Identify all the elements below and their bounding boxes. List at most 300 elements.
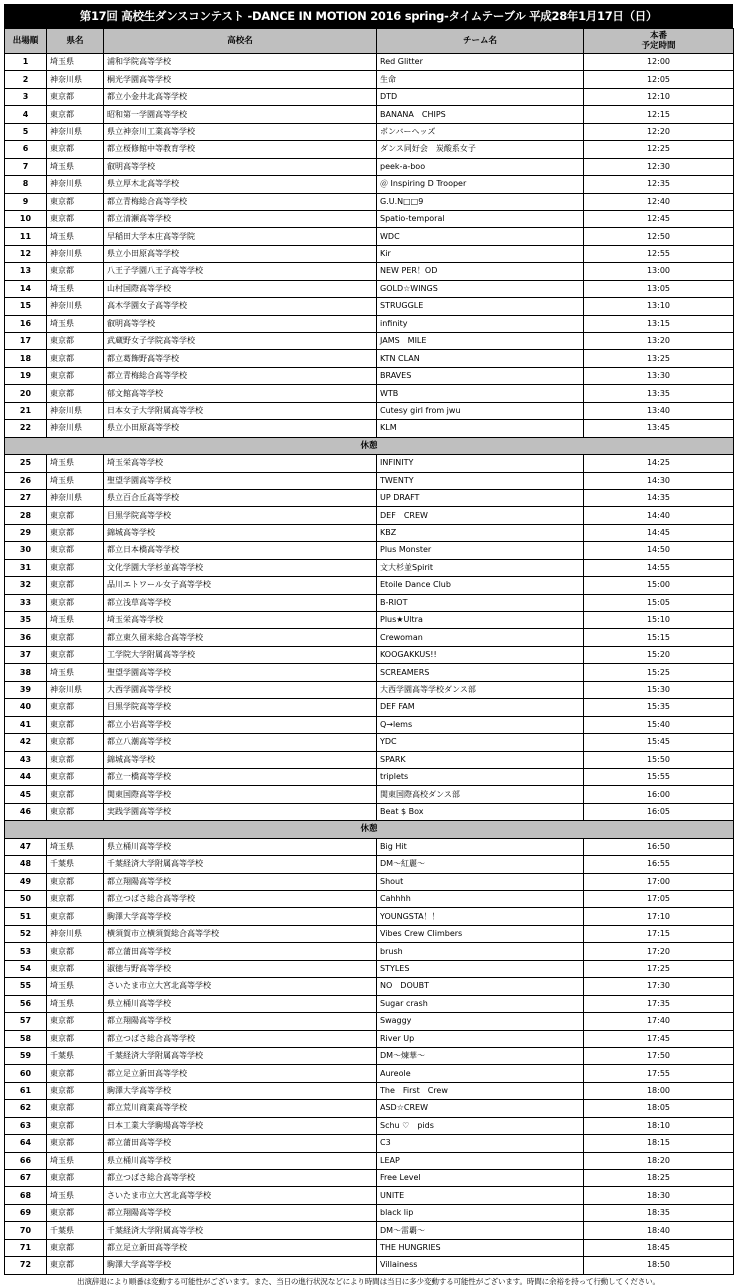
team-cell: triplets xyxy=(377,768,584,785)
table-row xyxy=(5,1135,734,1152)
table-row xyxy=(5,1152,734,1169)
table-row xyxy=(5,298,734,315)
school-cell: 実践学園高等学校 xyxy=(104,803,377,820)
team-cell: ダンス同好会 炭酸系女子 xyxy=(377,141,584,158)
time-cell: 14:35 xyxy=(584,489,734,506)
order-cell: 46 xyxy=(5,803,47,820)
table-row xyxy=(5,768,734,785)
table-row xyxy=(5,245,734,262)
order-cell: 26 xyxy=(5,472,47,489)
school-cell: 目黒学院高等学校 xyxy=(104,507,377,524)
prefecture-cell: 東京都 xyxy=(47,507,104,524)
table-row xyxy=(5,681,734,698)
team-cell: Swaggy xyxy=(377,1013,584,1030)
order-cell: 54 xyxy=(5,960,47,977)
order-cell: 28 xyxy=(5,507,47,524)
order-cell: 14 xyxy=(5,280,47,297)
prefecture-cell: 東京都 xyxy=(47,263,104,280)
time-cell: 13:40 xyxy=(584,402,734,419)
prefecture-cell: 東京都 xyxy=(47,1100,104,1117)
order-cell: 18 xyxy=(5,350,47,367)
school-cell: 都立つばさ総合高等学校 xyxy=(104,1170,377,1187)
school-cell: 都立足立新田高等学校 xyxy=(104,1065,377,1082)
time-cell: 15:50 xyxy=(584,751,734,768)
team-cell: YOUNGSTA！！ xyxy=(377,908,584,925)
footer-note: 出演辞退により順番は変動する可能性がございます。また、当日の進行状況などにより時間は当日に多少変動する可能性がございます。時間に余裕を持って行動してください。 xyxy=(77,1276,660,1286)
prefecture-cell: 東京都 xyxy=(47,1082,104,1099)
time-cell: 18:25 xyxy=(584,1170,734,1187)
prefecture-cell: 東京都 xyxy=(47,803,104,820)
order-cell: 47 xyxy=(5,838,47,855)
table-row xyxy=(5,873,734,890)
table-row xyxy=(5,141,734,158)
time-cell: 13:35 xyxy=(584,385,734,402)
school-cell: 都立荒川商業高等学校 xyxy=(104,1100,377,1117)
prefecture-cell: 東京都 xyxy=(47,699,104,716)
page-title: 第17回 高校生ダンスコンテスト -DANCE IN MOTION 2016 spring-タイムテーブル 平成28年1月17日（日） xyxy=(4,4,733,28)
school-cell: 郁文館高等学校 xyxy=(104,385,377,402)
time-cell: 17:45 xyxy=(584,1030,734,1047)
header-time xyxy=(584,29,734,54)
table-row xyxy=(5,629,734,646)
prefecture-cell: 東京都 xyxy=(47,629,104,646)
prefecture-cell: 神奈川県 xyxy=(47,245,104,262)
order-cell: 16 xyxy=(5,315,47,332)
break-row xyxy=(5,821,734,838)
prefecture-cell: 東京都 xyxy=(47,333,104,350)
order-cell: 61 xyxy=(5,1082,47,1099)
order-cell: 3 xyxy=(5,88,47,105)
time-cell: 18:35 xyxy=(584,1204,734,1221)
team-cell: SPARK xyxy=(377,751,584,768)
table-row xyxy=(5,978,734,995)
school-cell: 駒澤大学高等学校 xyxy=(104,1257,377,1274)
order-cell: 66 xyxy=(5,1152,47,1169)
table-row xyxy=(5,1222,734,1239)
prefecture-cell: 神奈川県 xyxy=(47,176,104,193)
table-row xyxy=(5,402,734,419)
timetable-body xyxy=(5,54,734,1275)
prefecture-cell: 千葉県 xyxy=(47,1047,104,1064)
school-cell: 駒澤大学高等学校 xyxy=(104,1082,377,1099)
prefecture-cell: 東京都 xyxy=(47,1135,104,1152)
table-row xyxy=(5,1170,734,1187)
table-row xyxy=(5,960,734,977)
school-cell: 都立青梅総合高等学校 xyxy=(104,367,377,384)
prefecture-cell: 東京都 xyxy=(47,1257,104,1274)
header-prefecture: 県名 xyxy=(47,29,104,54)
time-cell: 15:40 xyxy=(584,716,734,733)
school-cell: 都立一橋高等学校 xyxy=(104,768,377,785)
header-order: 出場順 xyxy=(5,29,47,54)
order-cell: 19 xyxy=(5,367,47,384)
time-cell: 16:50 xyxy=(584,838,734,855)
team-cell: ASD☆CREW xyxy=(377,1100,584,1117)
prefecture-cell: 東京都 xyxy=(47,524,104,541)
order-cell: 71 xyxy=(5,1239,47,1256)
school-cell: 都立足立新田高等学校 xyxy=(104,1239,377,1256)
order-cell: 30 xyxy=(5,542,47,559)
table-row xyxy=(5,193,734,210)
prefecture-cell: 東京都 xyxy=(47,1117,104,1134)
order-cell: 33 xyxy=(5,594,47,611)
team-cell: Etoile Dance Club xyxy=(377,577,584,594)
team-cell: black lip xyxy=(377,1204,584,1221)
table-row xyxy=(5,1257,734,1274)
order-cell: 1 xyxy=(5,54,47,71)
time-cell: 12:20 xyxy=(584,123,734,140)
school-cell: 千葉経済大学附属高等学校 xyxy=(104,1047,377,1064)
school-cell: 武蔵野女子学院高等学校 xyxy=(104,333,377,350)
school-cell: 聖望学園高等学校 xyxy=(104,664,377,681)
team-cell: UNITE xyxy=(377,1187,584,1204)
time-cell: 14:55 xyxy=(584,559,734,576)
order-cell: 58 xyxy=(5,1030,47,1047)
time-cell: 18:40 xyxy=(584,1222,734,1239)
prefecture-cell: 東京都 xyxy=(47,1030,104,1047)
table-row xyxy=(5,210,734,227)
table-row xyxy=(5,158,734,175)
order-cell: 10 xyxy=(5,210,47,227)
table-row xyxy=(5,612,734,629)
prefecture-cell: 東京都 xyxy=(47,734,104,751)
table-row xyxy=(5,315,734,332)
team-cell: KBZ xyxy=(377,524,584,541)
prefecture-cell: 神奈川県 xyxy=(47,681,104,698)
table-row xyxy=(5,891,734,908)
table-row xyxy=(5,1013,734,1030)
break-label: 休憩 xyxy=(5,821,734,838)
team-cell: Kir xyxy=(377,245,584,262)
time-cell: 17:35 xyxy=(584,995,734,1012)
order-cell: 20 xyxy=(5,385,47,402)
team-cell: Cutesy girl from jwu xyxy=(377,402,584,419)
order-cell: 32 xyxy=(5,577,47,594)
prefecture-cell: 埼玉県 xyxy=(47,472,104,489)
order-cell: 70 xyxy=(5,1222,47,1239)
time-cell: 15:25 xyxy=(584,664,734,681)
order-cell: 69 xyxy=(5,1204,47,1221)
order-cell: 21 xyxy=(5,402,47,419)
time-cell: 13:30 xyxy=(584,367,734,384)
prefecture-cell: 東京都 xyxy=(47,1065,104,1082)
prefecture-cell: 東京都 xyxy=(47,908,104,925)
time-cell: 17:10 xyxy=(584,908,734,925)
prefecture-cell: 千葉県 xyxy=(47,1222,104,1239)
order-cell: 8 xyxy=(5,176,47,193)
table-row xyxy=(5,106,734,123)
team-cell: 文大杉並Spirit xyxy=(377,559,584,576)
order-cell: 72 xyxy=(5,1257,47,1274)
table-row xyxy=(5,176,734,193)
timetable xyxy=(4,28,734,1275)
table-row xyxy=(5,333,734,350)
table-row xyxy=(5,524,734,541)
team-cell: Spatio-temporal xyxy=(377,210,584,227)
table-row xyxy=(5,88,734,105)
order-cell: 67 xyxy=(5,1170,47,1187)
prefecture-cell: 埼玉県 xyxy=(47,315,104,332)
table-row xyxy=(5,716,734,733)
prefecture-cell: 神奈川県 xyxy=(47,71,104,88)
time-cell: 15:35 xyxy=(584,699,734,716)
school-cell: 山村国際高等学校 xyxy=(104,280,377,297)
table-row xyxy=(5,559,734,576)
school-cell: 文化学園大学杉並高等学校 xyxy=(104,559,377,576)
order-cell: 11 xyxy=(5,228,47,245)
order-cell: 60 xyxy=(5,1065,47,1082)
team-cell: 大西学園高等学校ダンス部 xyxy=(377,681,584,698)
table-row xyxy=(5,228,734,245)
school-cell: 都立青梅総合高等学校 xyxy=(104,193,377,210)
prefecture-cell: 東京都 xyxy=(47,594,104,611)
table-row xyxy=(5,1047,734,1064)
time-cell: 16:00 xyxy=(584,786,734,803)
prefecture-cell: 東京都 xyxy=(47,1170,104,1187)
table-row xyxy=(5,751,734,768)
school-cell: 淑徳与野高等学校 xyxy=(104,960,377,977)
prefecture-cell: 東京都 xyxy=(47,385,104,402)
order-cell: 53 xyxy=(5,943,47,960)
time-cell: 16:05 xyxy=(584,803,734,820)
team-cell: DTD xyxy=(377,88,584,105)
table-row xyxy=(5,385,734,402)
school-cell: 千葉経済大学附属高等学校 xyxy=(104,1222,377,1239)
school-cell: 品川エトワール女子高等学校 xyxy=(104,577,377,594)
time-cell: 13:15 xyxy=(584,315,734,332)
table-row xyxy=(5,786,734,803)
table-row xyxy=(5,1065,734,1082)
school-cell: 都立つばさ総合高等学校 xyxy=(104,1030,377,1047)
order-cell: 6 xyxy=(5,141,47,158)
team-cell: C3 xyxy=(377,1135,584,1152)
time-cell: 12:00 xyxy=(584,54,734,71)
team-cell: B-RIOT xyxy=(377,594,584,611)
order-cell: 4 xyxy=(5,106,47,123)
header-row xyxy=(5,29,734,54)
team-cell: Cahhhh xyxy=(377,891,584,908)
time-cell: 15:05 xyxy=(584,594,734,611)
school-cell: 叡明高等学校 xyxy=(104,315,377,332)
school-cell: 都立東久留米総合高等学校 xyxy=(104,629,377,646)
prefecture-cell: 埼玉県 xyxy=(47,54,104,71)
time-cell: 12:25 xyxy=(584,141,734,158)
team-cell: GOLD☆WINGS xyxy=(377,280,584,297)
order-cell: 15 xyxy=(5,298,47,315)
school-cell: 都立八潮高等学校 xyxy=(104,734,377,751)
school-cell: 県立小田原高等学校 xyxy=(104,245,377,262)
school-cell: 県立百合丘高等学校 xyxy=(104,489,377,506)
table-row xyxy=(5,646,734,663)
order-cell: 36 xyxy=(5,629,47,646)
time-cell: 14:45 xyxy=(584,524,734,541)
team-cell: DEF FAM xyxy=(377,699,584,716)
team-cell: Crewoman xyxy=(377,629,584,646)
time-cell: 17:20 xyxy=(584,943,734,960)
table-row xyxy=(5,542,734,559)
team-cell: UP DRAFT xyxy=(377,489,584,506)
table-row xyxy=(5,350,734,367)
time-cell: 17:30 xyxy=(584,978,734,995)
team-cell: DM～煉華～ xyxy=(377,1047,584,1064)
time-cell: 18:05 xyxy=(584,1100,734,1117)
school-cell: 都立つばさ総合高等学校 xyxy=(104,891,377,908)
table-row xyxy=(5,1117,734,1134)
prefecture-cell: 東京都 xyxy=(47,577,104,594)
time-cell: 17:05 xyxy=(584,891,734,908)
table-row xyxy=(5,472,734,489)
time-cell: 15:55 xyxy=(584,768,734,785)
time-cell: 17:15 xyxy=(584,925,734,942)
school-cell: 都立桜修館中等教育学校 xyxy=(104,141,377,158)
table-row xyxy=(5,507,734,524)
time-cell: 18:45 xyxy=(584,1239,734,1256)
time-cell: 18:10 xyxy=(584,1117,734,1134)
table-row xyxy=(5,943,734,960)
order-cell: 2 xyxy=(5,71,47,88)
break-label: 休憩 xyxy=(5,437,734,454)
school-cell: 都立清瀬高等学校 xyxy=(104,210,377,227)
time-cell: 13:05 xyxy=(584,280,734,297)
team-cell: YDC xyxy=(377,734,584,751)
team-cell: BRAVES xyxy=(377,367,584,384)
order-cell: 29 xyxy=(5,524,47,541)
time-cell: 18:15 xyxy=(584,1135,734,1152)
order-cell: 49 xyxy=(5,873,47,890)
order-cell: 31 xyxy=(5,559,47,576)
team-cell: Big Hit xyxy=(377,838,584,855)
school-cell: 早稲田大学本庄高等学院 xyxy=(104,228,377,245)
time-cell: 18:30 xyxy=(584,1187,734,1204)
prefecture-cell: 東京都 xyxy=(47,1239,104,1256)
order-cell: 62 xyxy=(5,1100,47,1117)
time-cell: 13:45 xyxy=(584,420,734,437)
prefecture-cell: 東京都 xyxy=(47,193,104,210)
school-cell: 県立桶川高等学校 xyxy=(104,838,377,855)
table-row xyxy=(5,54,734,71)
order-cell: 48 xyxy=(5,856,47,873)
prefecture-cell: 東京都 xyxy=(47,943,104,960)
school-cell: 日本女子大学附属高等学校 xyxy=(104,402,377,419)
prefecture-cell: 東京都 xyxy=(47,367,104,384)
table-row xyxy=(5,420,734,437)
time-cell: 13:20 xyxy=(584,333,734,350)
break-row xyxy=(5,437,734,454)
time-cell: 12:40 xyxy=(584,193,734,210)
order-cell: 40 xyxy=(5,699,47,716)
team-cell: TWENTY xyxy=(377,472,584,489)
order-cell: 39 xyxy=(5,681,47,698)
team-cell: WTB xyxy=(377,385,584,402)
school-cell: 県立小田原高等学校 xyxy=(104,420,377,437)
prefecture-cell: 埼玉県 xyxy=(47,1152,104,1169)
team-cell: DEF CREW xyxy=(377,507,584,524)
team-cell: infinity xyxy=(377,315,584,332)
order-cell: 35 xyxy=(5,612,47,629)
prefecture-cell: 埼玉県 xyxy=(47,280,104,297)
prefecture-cell: 神奈川県 xyxy=(47,489,104,506)
team-cell: Shout xyxy=(377,873,584,890)
school-cell: 都立翔陽高等学校 xyxy=(104,1013,377,1030)
order-cell: 25 xyxy=(5,455,47,472)
time-cell: 13:10 xyxy=(584,298,734,315)
table-row xyxy=(5,1082,734,1099)
team-cell: Sugar crash xyxy=(377,995,584,1012)
prefecture-cell: 東京都 xyxy=(47,751,104,768)
school-cell: 錦城高等学校 xyxy=(104,751,377,768)
prefecture-cell: 東京都 xyxy=(47,350,104,367)
prefecture-cell: 埼玉県 xyxy=(47,838,104,855)
prefecture-cell: 埼玉県 xyxy=(47,978,104,995)
timetable-sheet xyxy=(4,4,733,1287)
table-row xyxy=(5,263,734,280)
prefecture-cell: 埼玉県 xyxy=(47,612,104,629)
time-cell: 17:40 xyxy=(584,1013,734,1030)
school-cell: 都立翔陽高等学校 xyxy=(104,1204,377,1221)
time-cell: 17:00 xyxy=(584,873,734,890)
team-cell: Free Level xyxy=(377,1170,584,1187)
prefecture-cell: 神奈川県 xyxy=(47,298,104,315)
prefecture-cell: 東京都 xyxy=(47,960,104,977)
header-school: 高校名 xyxy=(104,29,377,54)
time-cell: 14:25 xyxy=(584,455,734,472)
order-cell: 55 xyxy=(5,978,47,995)
time-cell: 18:20 xyxy=(584,1152,734,1169)
order-cell: 45 xyxy=(5,786,47,803)
prefecture-cell: 埼玉県 xyxy=(47,158,104,175)
time-cell: 18:50 xyxy=(584,1257,734,1274)
prefecture-cell: 埼玉県 xyxy=(47,1187,104,1204)
team-cell: Beat $ Box xyxy=(377,803,584,820)
team-cell: The First Crew xyxy=(377,1082,584,1099)
time-cell: 15:10 xyxy=(584,612,734,629)
prefecture-cell: 東京都 xyxy=(47,873,104,890)
team-cell: JAMS MILE xyxy=(377,333,584,350)
school-cell: 都立蒲田高等学校 xyxy=(104,1135,377,1152)
team-cell: KTN CLAN xyxy=(377,350,584,367)
table-row xyxy=(5,455,734,472)
team-cell: G.U.N□□9 xyxy=(377,193,584,210)
school-cell: 県立桶川高等学校 xyxy=(104,995,377,1012)
school-cell: 工学院大学附属高等学校 xyxy=(104,646,377,663)
school-cell: 横須賀市立横須賀総合高等学校 xyxy=(104,925,377,942)
school-cell: 錦城高等学校 xyxy=(104,524,377,541)
prefecture-cell: 埼玉県 xyxy=(47,995,104,1012)
school-cell: 埼玉栄高等学校 xyxy=(104,455,377,472)
team-cell: Aureole xyxy=(377,1065,584,1082)
table-row xyxy=(5,489,734,506)
team-cell: peek-a-boo xyxy=(377,158,584,175)
prefecture-cell: 埼玉県 xyxy=(47,455,104,472)
time-cell: 13:25 xyxy=(584,350,734,367)
team-cell: NEW PER！OD xyxy=(377,263,584,280)
team-cell: brush xyxy=(377,943,584,960)
order-cell: 56 xyxy=(5,995,47,1012)
team-cell: Q→lems xyxy=(377,716,584,733)
time-cell: 15:30 xyxy=(584,681,734,698)
team-cell: WDC xyxy=(377,228,584,245)
order-cell: 63 xyxy=(5,1117,47,1134)
prefecture-cell: 東京都 xyxy=(47,1013,104,1030)
team-cell: THE HUNGRIES xyxy=(377,1239,584,1256)
time-cell: 17:50 xyxy=(584,1047,734,1064)
time-cell: 12:10 xyxy=(584,88,734,105)
table-row xyxy=(5,734,734,751)
table-row xyxy=(5,1239,734,1256)
time-cell: 12:45 xyxy=(584,210,734,227)
time-cell: 15:00 xyxy=(584,577,734,594)
school-cell: 県立桶川高等学校 xyxy=(104,1152,377,1169)
